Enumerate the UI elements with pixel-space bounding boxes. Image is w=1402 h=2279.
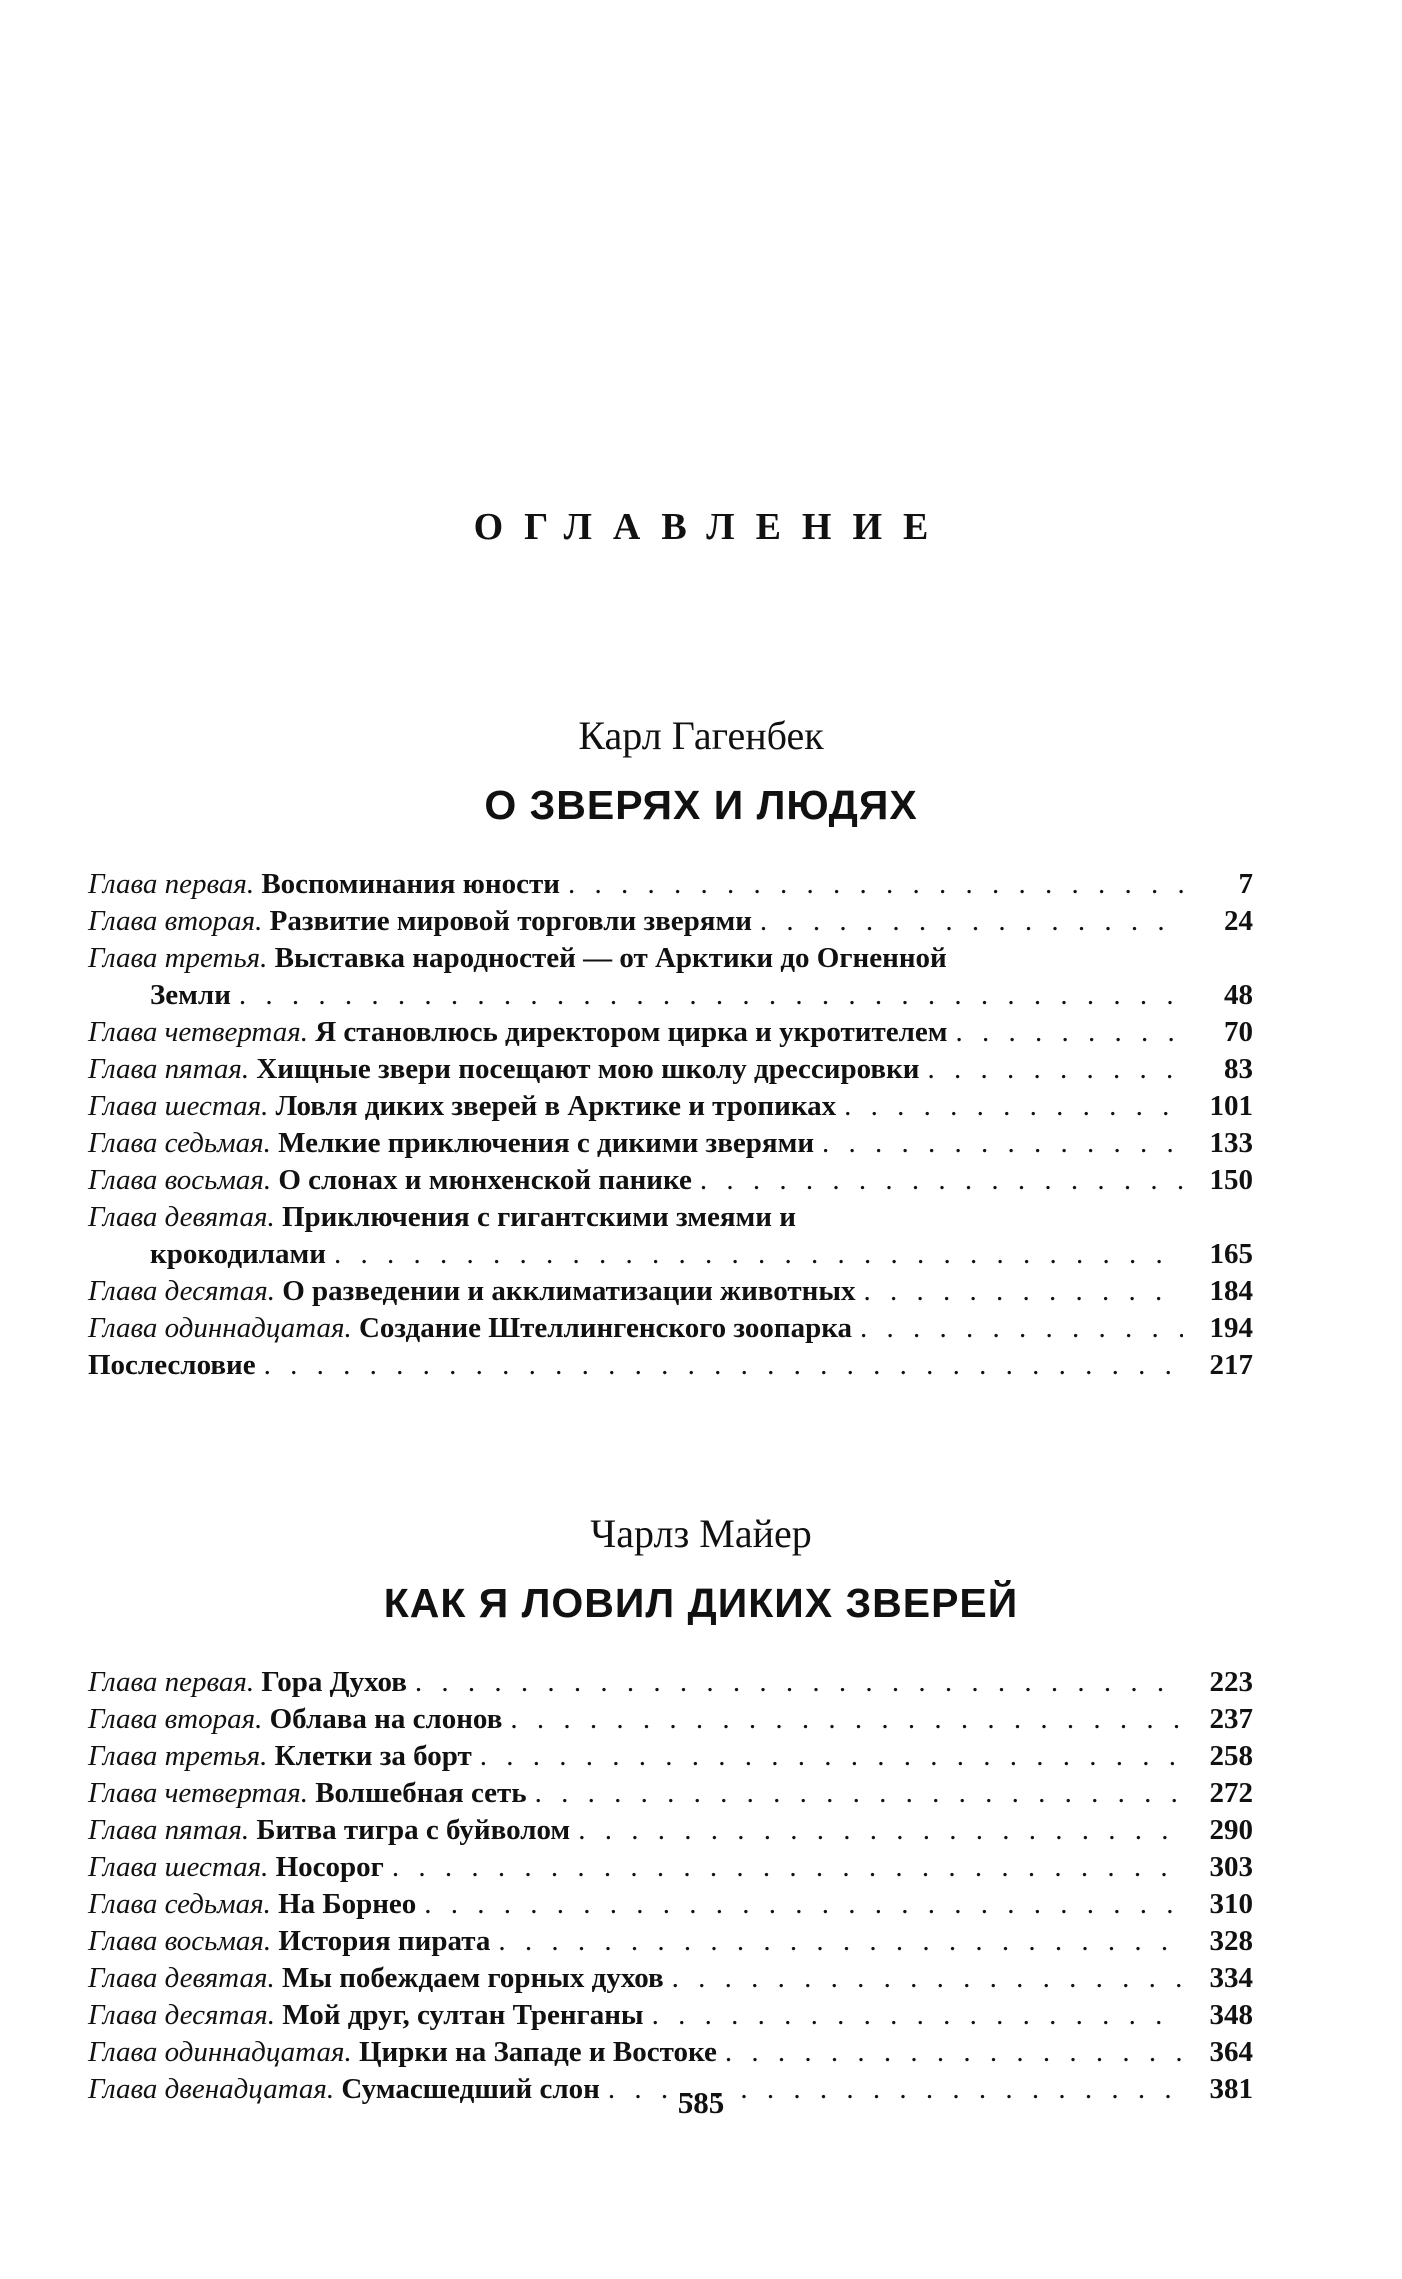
page-ref: 194 — [1209, 1312, 1253, 1344]
toc-entry-continuation — [88, 1236, 1253, 1273]
chapter-title: Мы побеждаем горных духов — [281, 1962, 664, 1994]
toc-entry-text — [88, 1738, 472, 1775]
chapter-title: Я становлюсь директором цирка и укротителем — [315, 1016, 948, 1048]
chapter-title-continued: крокодилами — [150, 1238, 326, 1270]
chapter-title-continued: Земли — [150, 979, 231, 1011]
toc-entry — [88, 1088, 1253, 1125]
chapter-label: Глава вторая. — [88, 1703, 263, 1735]
dot-leader — [863, 1273, 1183, 1310]
section-author: Чарлз Майер — [590, 1511, 812, 1556]
toc-entry-text — [88, 1997, 644, 2034]
toc-entry — [88, 1812, 1253, 1849]
dot-leader — [578, 1812, 1183, 1849]
toc-entry — [88, 1199, 1253, 1236]
dot-leader — [568, 866, 1183, 903]
page-ref: 303 — [1209, 1851, 1253, 1883]
toc-list — [88, 1664, 1253, 2108]
toc-entry-text — [88, 1960, 664, 1997]
toc-entry — [88, 1960, 1253, 1997]
toc-entry — [88, 1738, 1253, 1775]
section-title: КАК Я ЛОВИЛ ДИКИХ ЗВЕРЕЙ — [383, 1580, 1019, 1626]
toc-entry — [88, 1347, 1253, 1384]
dot-leader — [672, 1960, 1183, 1997]
chapter-title: О разведении и акклиматизации животных — [282, 1275, 856, 1307]
chapter-label: Глава десятая. — [88, 1999, 275, 2031]
chapter-title: Послесловие — [88, 1349, 256, 1381]
dot-leader — [424, 1886, 1183, 1923]
page-ref: 237 — [1209, 1703, 1253, 1735]
chapter-title: Облава на слонов — [269, 1703, 503, 1735]
page-ref: 381 — [1209, 2073, 1253, 2105]
chapter-title: Хищные звери посещают мою школу дрессировки — [256, 1053, 920, 1085]
toc-entry-text — [88, 903, 752, 940]
chapter-label: Глава четвертая. — [88, 1016, 308, 1048]
toc-entry-text — [88, 940, 947, 977]
page-ref: 133 — [1209, 1127, 1253, 1159]
toc-entry — [88, 866, 1253, 903]
page-ref: 334 — [1209, 1962, 1253, 1994]
toc-entry-continuation — [88, 977, 1253, 1014]
page-ref: 272 — [1209, 1777, 1253, 1809]
page-ref: 70 — [1224, 1016, 1253, 1048]
chapter-label: Глава седьмая. — [88, 1127, 271, 1159]
chapter-title: Сумасшедший слон — [341, 2073, 600, 2105]
chapter-title: О слонах и мюнхенской панике — [278, 1164, 692, 1196]
page-ref: 217 — [1209, 1349, 1253, 1381]
chapter-label: Глава вторая. — [88, 905, 263, 937]
toc-entry — [88, 1273, 1253, 1310]
dot-leader — [264, 1347, 1183, 1384]
toc-entry — [88, 1775, 1253, 1812]
toc-entry-text — [88, 1310, 852, 1347]
chapter-title: История пирата — [278, 1925, 491, 1957]
chapter-title: Выставка народностей — от Арктики до Огненной — [274, 942, 947, 974]
toc-entry-text — [88, 1014, 948, 1051]
toc-entry — [88, 1664, 1253, 1701]
dot-leader — [392, 1849, 1183, 1886]
chapter-label: Глава седьмая. — [88, 1888, 271, 1920]
toc-entry — [88, 903, 1253, 940]
page-ref: 223 — [1209, 1666, 1253, 1698]
dot-leader — [510, 1701, 1183, 1738]
dot-leader — [498, 1923, 1183, 1960]
dot-leader — [860, 1310, 1183, 1347]
dot-leader — [652, 1997, 1183, 2034]
section-author: Карл Гагенбек — [578, 713, 824, 758]
page-ref: 24 — [1224, 905, 1253, 937]
chapter-title: На Борнео — [278, 1888, 417, 1920]
chapter-title: Гора Духов — [261, 1666, 407, 1698]
toc-entry — [88, 1125, 1253, 1162]
page-ref: 83 — [1224, 1053, 1253, 1085]
chapter-label: Глава пятая. — [88, 1814, 250, 1846]
toc-entry-text — [88, 866, 560, 903]
dot-leader — [928, 1051, 1184, 1088]
chapter-label: Глава восьмая. — [88, 1925, 272, 1957]
toc-entry-text — [88, 1775, 527, 1812]
toc-entry-text — [88, 1125, 814, 1162]
dot-leader — [535, 1775, 1183, 1812]
chapter-label: Глава пятая. — [88, 1053, 250, 1085]
page-ref: 328 — [1209, 1925, 1253, 1957]
chapter-label: Глава шестая. — [88, 1090, 269, 1122]
dot-leader — [334, 1236, 1183, 1273]
toc-entry-text — [88, 1701, 502, 1738]
chapter-label: Глава десятая. — [88, 1275, 275, 1307]
toc-entry-text — [88, 1664, 407, 1701]
toc-entry — [88, 1701, 1253, 1738]
toc-list — [88, 866, 1253, 1384]
chapter-label: Глава девятая. — [88, 1962, 275, 1994]
toc-entry-text — [88, 1347, 256, 1384]
page-title: ОГЛАВЛЕНИЕ — [473, 506, 950, 548]
page-ref: 7 — [1238, 868, 1253, 900]
chapter-title: Волшебная сеть — [315, 1777, 527, 1809]
toc-entry-text — [88, 1273, 855, 1310]
toc-entry-text — [88, 1162, 692, 1199]
dot-leader — [760, 903, 1183, 940]
chapter-title: Мой друг, султан Тренганы — [282, 1999, 644, 2031]
page-ref: 101 — [1209, 1090, 1253, 1122]
chapter-label: Глава шестая. — [88, 1851, 269, 1883]
chapter-label: Глава восьмая. — [88, 1164, 272, 1196]
toc-entry-text — [88, 1199, 796, 1236]
page-ref: 48 — [1224, 979, 1253, 1011]
chapter-title: Битва тигра с буйволом — [256, 1814, 571, 1846]
toc-entry — [88, 1886, 1253, 1923]
chapter-label: Глава четвертая. — [88, 1777, 308, 1809]
chapter-title: Ловля диких зверей в Арктике и тропиках — [275, 1090, 837, 1122]
page-ref: 258 — [1209, 1740, 1253, 1772]
dot-leader — [822, 1125, 1183, 1162]
page-ref: 150 — [1209, 1164, 1253, 1196]
toc-entry — [88, 1051, 1253, 1088]
chapter-label: Глава первая. — [88, 868, 255, 900]
chapter-label: Глава одиннадцатая. — [88, 2036, 352, 2068]
dot-leader — [415, 1664, 1183, 1701]
chapter-title: Цирки на Западе и Востоке — [358, 2036, 717, 2068]
toc-entry — [88, 1997, 1253, 2034]
toc-entry-text — [88, 2034, 717, 2071]
chapter-title: Воспоминания юности — [261, 868, 560, 900]
page-ref: 364 — [1209, 2036, 1253, 2068]
page-ref: 184 — [1209, 1275, 1253, 1307]
toc-entry — [88, 2034, 1253, 2071]
page-number: 585 — [677, 2085, 725, 2120]
dot-leader — [480, 1738, 1183, 1775]
toc-entry — [88, 1923, 1253, 1960]
chapter-label: Глава одиннадцатая. — [88, 1312, 352, 1344]
toc-entry-text — [88, 1923, 490, 1960]
toc-entry — [88, 1849, 1253, 1886]
toc-entry-text — [88, 1886, 416, 1923]
chapter-label: Глава третья. — [88, 942, 268, 974]
chapter-title: Мелкие приключения с дикими зверями — [278, 1127, 815, 1159]
page-ref: 290 — [1209, 1814, 1253, 1846]
dot-leader — [700, 1162, 1183, 1199]
dot-leader — [239, 977, 1183, 1014]
section-title: О ЗВЕРЯХ И ЛЮДЯХ — [484, 782, 918, 828]
toc-entry-text — [88, 1849, 384, 1886]
dot-leader — [956, 1014, 1183, 1051]
dot-leader — [844, 1088, 1183, 1125]
toc-entry — [88, 1162, 1253, 1199]
chapter-title: Приключения с гигантскими змеями и — [281, 1201, 796, 1233]
toc-entry — [88, 940, 1253, 977]
toc-entry-text — [88, 1088, 836, 1125]
chapter-label: Глава третья. — [88, 1740, 268, 1772]
page-ref: 165 — [1209, 1238, 1253, 1270]
toc-entry-text — [88, 1812, 570, 1849]
chapter-title: Развитие мировой торговли зверями — [269, 905, 752, 937]
page-ref: 348 — [1209, 1999, 1253, 2031]
chapter-title: Создание Штеллингенского зоопарка — [358, 1312, 853, 1344]
toc-entry — [88, 1014, 1253, 1051]
chapter-title: Клетки за борт — [274, 1740, 472, 1772]
toc-entry — [88, 1310, 1253, 1347]
chapter-title: Носорог — [275, 1851, 384, 1883]
dot-leader — [725, 2034, 1183, 2071]
page-ref: 310 — [1209, 1888, 1253, 1920]
chapter-label: Глава двенадцатая. — [88, 2073, 335, 2105]
chapter-label: Глава первая. — [88, 1666, 255, 1698]
toc-entry-text — [88, 1051, 920, 1088]
chapter-label: Глава девятая. — [88, 1201, 275, 1233]
